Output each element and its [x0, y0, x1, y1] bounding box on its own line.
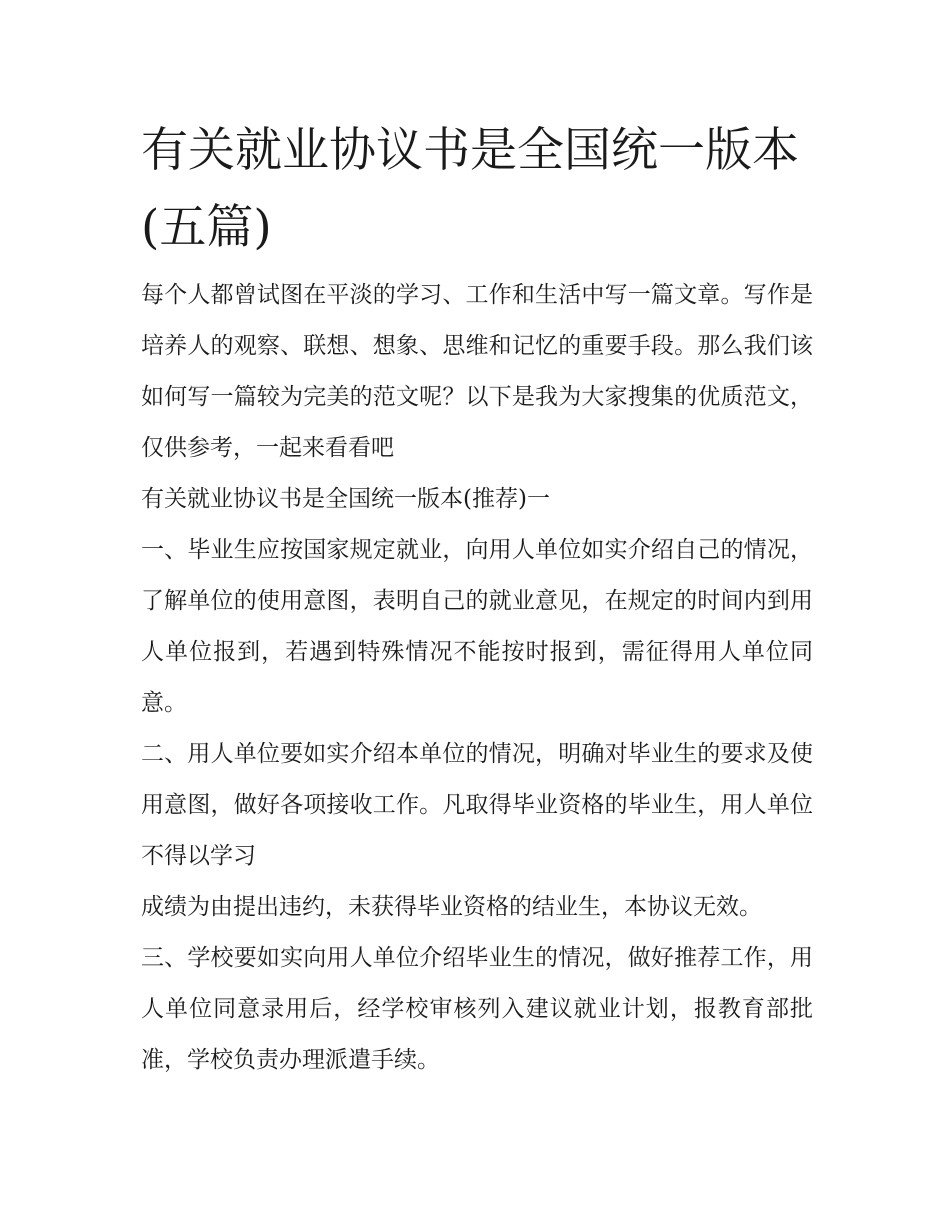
document-body	[141, 270, 813, 1086]
paragraph-section-heading: 有关就业协议书是全国统一版本(推荐)一	[141, 486, 550, 512]
paragraph-clause-2: 二、用人单位要如实介绍本单位的情况，明确对毕业生的要求及使用意图，做好各项接收工作。凡取得毕业资格的毕业生，用人单位不得以学习	[141, 741, 813, 869]
document-content	[141, 112, 813, 1086]
paragraph-clause-1: 一、毕业生应按国家规定就业，向用人单位如实介绍自己的情况，了解单位的使用意图，表明自己的就业意见，在规定的时间内到用人单位报到，若遇到特殊情况不能按时报到，需征得用人单位同意。	[141, 537, 813, 716]
paragraph-intro: 每个人都曾试图在平淡的学习、工作和生活中写一篇文章。写作是培养人的观察、联想、想象、思维和记忆的重要手段。那么我们该如何写一篇较为完美的范文呢？以下是我为大家搜集的优质范文，仅供参考，一起来看看吧	[141, 282, 813, 461]
document-title: 有关就业协议书是全国统一版本(五篇)	[141, 123, 799, 255]
paragraph-clause-3: 三、学校要如实向用人单位介绍毕业生的情况，做好推荐工作，用人单位同意录用后，经学校审核列入建议就业计划，报教育部批准，学校负责办理派遣手续。	[141, 945, 813, 1073]
paragraph-clause-2-continued: 成绩为由提出违约，未获得毕业资格的结业生，本协议无效。	[141, 894, 762, 920]
